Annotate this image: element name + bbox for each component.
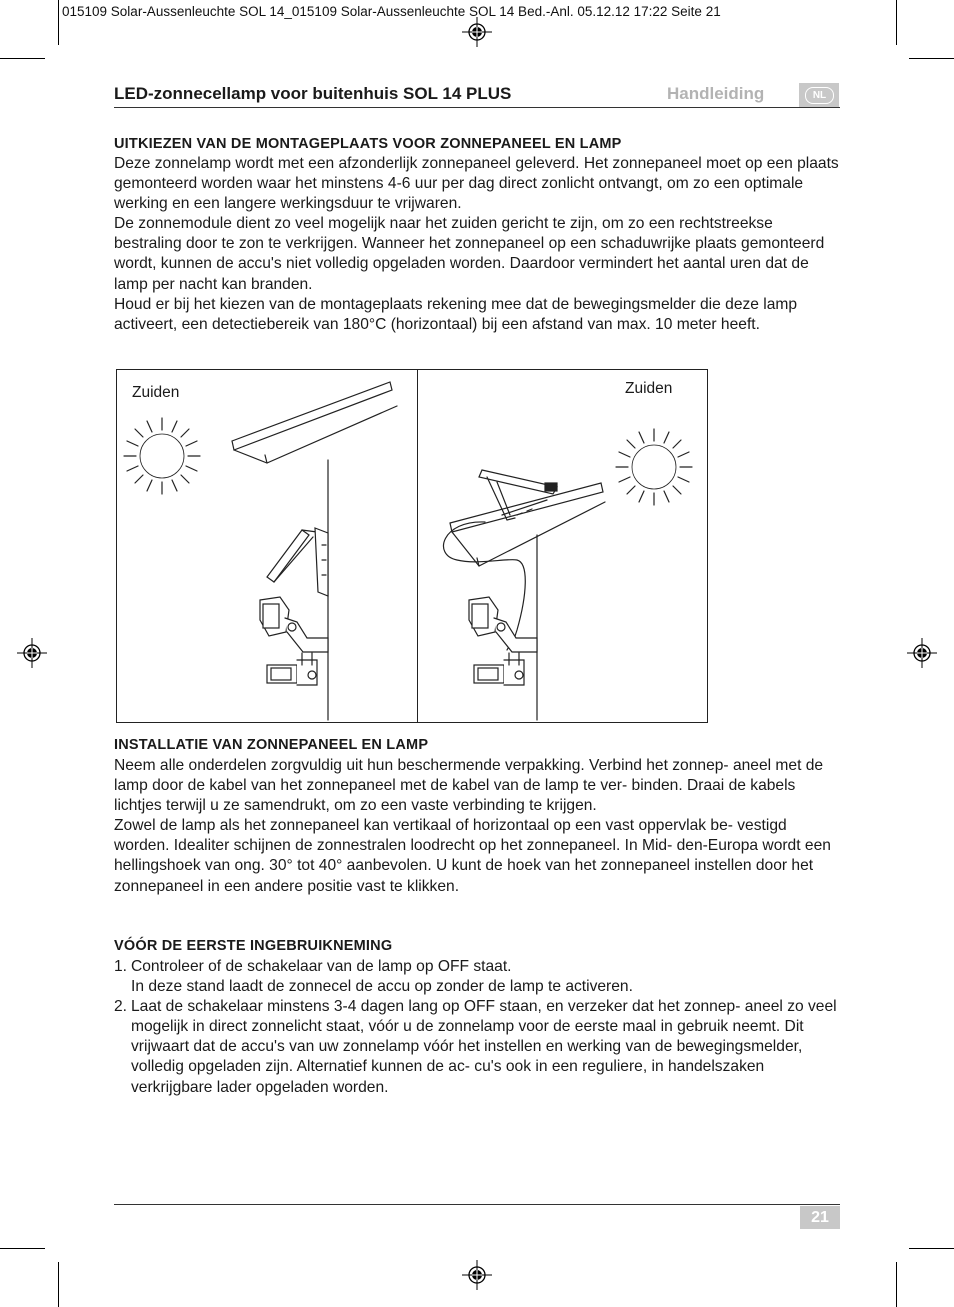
registration-mark-icon (17, 638, 47, 668)
figure-label-south-right: Zuiden (625, 380, 673, 397)
list-item (114, 957, 844, 997)
registration-mark-icon (462, 17, 492, 47)
sun-icon (124, 418, 200, 494)
page-number: 21 (800, 1206, 840, 1229)
crop-mark (909, 1248, 954, 1249)
list-item-line: In deze stand laadt de zonnecel de accu op zonder de lamp te activeren. (131, 978, 633, 996)
manual-title: LED-zonnecellamp voor buitenhuis SOL 14 PLUS (114, 84, 512, 103)
registration-mark-icon (462, 1260, 492, 1290)
paragraph: Deze zonnelamp wordt met een afzonderlijk zonnepaneel geleverd. Het zonnepaneel moet op een plaats gemonteerd worden waar het minstens 4-6 uur per dag direct zonlicht ontvangt, om zo een optimale werking en een langere werkingsduur te vrijwaren. (114, 155, 839, 213)
list-item-number: 2. (114, 998, 128, 1016)
crop-mark (0, 1248, 45, 1249)
language-code: NL (805, 87, 834, 104)
language-badge (799, 83, 839, 107)
section-heading-mounting: UITKIEZEN VAN DE MONTAGEPLAATS VOOR ZONNEPANEEL EN LAMP (114, 136, 622, 152)
figure-label-south-left: Zuiden (132, 384, 180, 401)
paragraph: Houd er bij het kiezen van de montageplaats rekening mee dat de bewegingsmelder die deze lamp activeert, een detectiebereik van 180°C (horizontaal) bij een afstand van max. 10 meter heeft. (114, 295, 798, 333)
solar-lamp-drawing (117, 370, 707, 722)
list-item (114, 997, 844, 1097)
list-item-line: Laat de schakelaar minstens 3-4 dagen lang op OFF staan, en verzeker dat het zonnep- aneel zo veel mogelijk in direct zonnelicht staat, vóór u de zonnelamp voor de eerste maal in gebruik neemt. Dit vrijwaart dat de accu's van uw zonnelamp vóór het instellen en werking van de bewegingsmelder, volledig opgeladen zijn. Alternatief kunnen de ac- cu's ook in een reguliere, in handelszaken verkrijgbare lader opgeladen worden. (131, 998, 837, 1096)
list-item-number: 1. (114, 958, 128, 975)
section-heading-installation: INSTALLATIE VAN ZONNEPANEEL EN LAMP (114, 737, 429, 753)
crop-mark (896, 1262, 897, 1307)
registration-mark-icon (907, 638, 937, 668)
paragraph: Neem alle onderdelen zorgvuldig uit hun beschermende verpakking. Verbind het zonnep- aneel met de lamp door de kabel van het zonnepaneel met de kabel van de lamp te ver- binden. Draai de kabels lichtjes terwijl u ze samendrukt, om zo een vaste verbinding te krijgen. (114, 757, 824, 815)
list-item-line: Controleer of de schakelaar van de lamp op OFF staat. (131, 958, 512, 975)
crop-mark (0, 58, 45, 59)
mounting-illustration (116, 369, 708, 723)
crop-mark (58, 0, 59, 45)
footer-rule (114, 1204, 840, 1205)
section-label: Handleiding (667, 84, 765, 103)
crop-mark (896, 0, 897, 45)
first-use-steps (114, 957, 844, 1098)
crop-mark (909, 58, 954, 59)
paragraph: De zonnemodule dient zo veel mogelijk naar het zuiden gericht te zijn, om zo een rechtstreekse bestraling door te zon te verkrijgen. Wanneer het zonnepaneel op een schaduwrijke plaats gemonteerd wordt, kunnen de accu's niet volledig opgeladen worden. Daardoor vermindert het aantal uren dat de lamp per nacht kan branden. (114, 215, 825, 293)
section-heading-first-use: VÓÓR DE EERSTE INGEBRUIKNEMING (114, 938, 393, 954)
sun-icon (616, 429, 692, 505)
paragraph: Zowel de lamp als het zonnepaneel kan vertikaal of horizontaal op een vast oppervlak be- vestigd worden. Idealiter schijnen de zonnestralen loodrecht op het zonnepaneel. In Mid- den-Europa wordt een hellingshoek van ong. 30° tot 40° aanbevolen. U kunt de hoek van het zonnepaneel instellen door het zonnepaneel in een andere positie vast te klikken. (114, 817, 831, 895)
crop-mark (58, 1262, 59, 1307)
header-rule (114, 107, 840, 108)
print-slug: 015109 Solar-Aussenleuchte SOL 14_015109 Solar-Aussenleuchte SOL 14 Bed.-Anl. 05.12.12 17:22 Seite 21 (62, 4, 721, 19)
section-body-mounting (114, 154, 844, 335)
section-body-installation (114, 756, 844, 897)
